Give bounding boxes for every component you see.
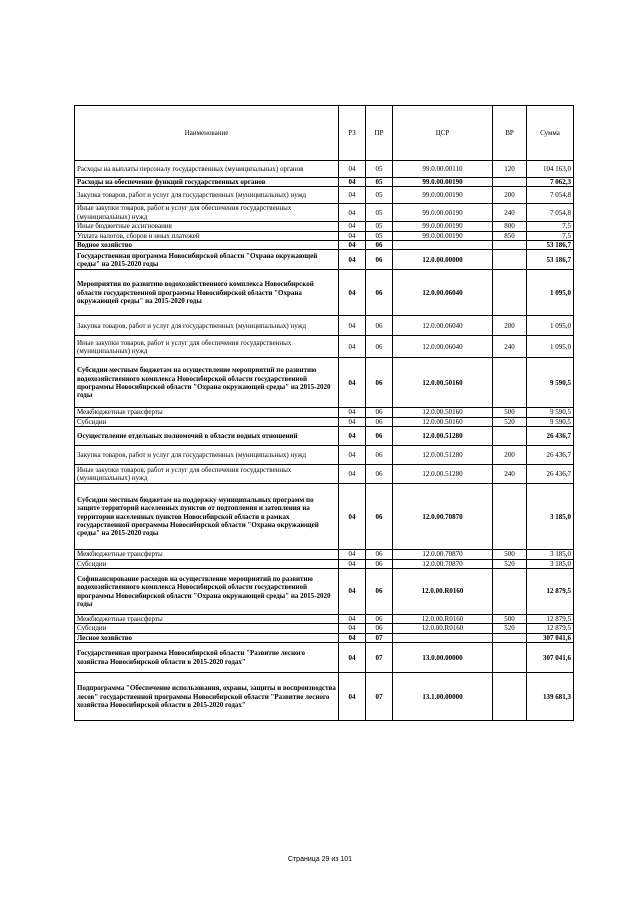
row-rz-cell: 04 [339,427,366,446]
row-sum-cell: 7 062,3 [527,178,574,187]
row-vr-cell: 240 [493,465,527,484]
row-vr-cell [493,633,527,642]
table-row [75,615,574,624]
row-name-cell: Уплата налогов, сборов и иных платежей [75,231,339,240]
row-sum-cell: 7,5 [527,222,574,231]
row-name-cell: Мероприятия по развитию водохозяйственного комплекса Новосибирской области государственной программы Новосибирской области "Охрана окружающей среды" на 2015-2020 годы [75,270,339,316]
page-footer: Страница 29 из 101 [287,856,353,863]
row-rz-cell: 04 [339,178,366,187]
row-pr-cell: 06 [366,316,393,336]
table-body [75,161,574,721]
row-sum-cell: 3 185,0 [527,484,574,550]
row-csr-cell [393,633,493,642]
header-sum: Сумма [527,106,574,161]
row-name-cell: Межбюджетные трансферты [75,615,339,624]
row-sum-cell: 7,5 [527,231,574,240]
row-csr-cell: 12.0.00.00000 [393,250,493,270]
header-pr: ПР [366,106,393,161]
table-row [75,408,574,417]
header-name: Наименование [75,106,339,161]
row-csr-cell: 99.0.00.00110 [393,161,493,178]
row-rz-cell: 04 [339,550,366,559]
table-row [75,427,574,446]
row-pr-cell: 06 [366,550,393,559]
row-sum-cell: 3 185,0 [527,550,574,559]
table-row [75,465,574,484]
row-vr-cell: 520 [493,417,527,426]
row-sum-cell: 26 436,7 [527,427,574,446]
row-pr-cell: 06 [366,427,393,446]
table-row [75,241,574,250]
row-vr-cell [493,270,527,316]
row-rz-cell: 04 [339,673,366,721]
row-pr-cell: 05 [366,231,393,240]
row-csr-cell: 12.0.00.51280 [393,446,493,465]
row-pr-cell: 06 [366,358,393,408]
row-name-cell: Закупка товаров, работ и услуг для государственных (муниципальных) нужд [75,316,339,336]
row-pr-cell: 05 [366,222,393,231]
row-sum-cell: 1 095,0 [527,316,574,336]
row-rz-cell: 04 [339,358,366,408]
row-name-cell: Государственная программа Новосибирской области "Охрана окружающей среды" на 2015-2020 годы [75,250,339,270]
table-row [75,446,574,465]
row-name-cell: Подпрограмма "Обеспечение использования, охраны, защиты и воспроизводства лесов" государственной программы Новосибирской области "Развитие лесного хозяйства Новосибирской области в 2015-2020 годах" [75,673,339,721]
row-vr-cell: 500 [493,550,527,559]
row-sum-cell: 9 590,5 [527,408,574,417]
row-vr-cell: 240 [493,204,527,222]
row-sum-cell: 7 054,8 [527,204,574,222]
row-vr-cell: 500 [493,408,527,417]
row-pr-cell: 06 [366,615,393,624]
row-pr-cell: 06 [366,569,393,615]
row-pr-cell: 06 [366,484,393,550]
row-rz-cell: 04 [339,615,366,624]
row-name-cell: Водное хозяйство [75,241,339,250]
row-sum-cell: 9 590,5 [527,358,574,408]
row-name-cell: Иные закупки товаров, работ и услуг для обеспечения государственных (муниципальных) нужд [75,465,339,484]
row-pr-cell: 06 [366,559,393,568]
row-rz-cell: 04 [339,643,366,673]
row-vr-cell [493,427,527,446]
table-row [75,250,574,270]
header-csr: ЦСР [393,106,493,161]
row-csr-cell: 12.0.00.50160 [393,408,493,417]
row-vr-cell [493,358,527,408]
table-row [75,624,574,633]
row-vr-cell: 200 [493,316,527,336]
row-sum-cell: 26 436,7 [527,446,574,465]
row-pr-cell: 05 [366,204,393,222]
row-name-cell: Осуществление отдельных полномочий в области водных отношений [75,427,339,446]
row-name-cell: Закупка товаров, работ и услуг для государственных (муниципальных) нужд [75,187,339,204]
row-vr-cell: 800 [493,222,527,231]
row-csr-cell: 12.0.00.70870 [393,484,493,550]
table-row [75,270,574,316]
row-name-cell: Расходы на выплаты персоналу государственных (муниципальных) органов [75,161,339,178]
row-csr-cell: 12.0.00.50160 [393,417,493,426]
row-vr-cell [493,484,527,550]
row-vr-cell: 520 [493,624,527,633]
row-csr-cell: 12.0.00.06040 [393,316,493,336]
row-csr-cell: 99.0.00.00190 [393,187,493,204]
row-rz-cell: 04 [339,408,366,417]
row-pr-cell: 05 [366,178,393,187]
row-name-cell: Софинансирование расходов на осуществление мероприятий по развитию водохозяйственного комплекса Новосибирской области государственной программы Новосибирской области "Охрана окружающей среды" на 2015-2020 годы [75,569,339,615]
row-name-cell: Лесное хозяйство [75,633,339,642]
row-name-cell: Государственная программа Новосибирской области "Развитие лесного хозяйства Новосибирской области в 2015-2020 годах" [75,643,339,673]
table-row [75,550,574,559]
row-rz-cell: 04 [339,161,366,178]
row-csr-cell: 12.0.00.06040 [393,336,493,358]
row-vr-cell [493,673,527,721]
row-sum-cell: 104 163,0 [527,161,574,178]
header-vr: ВР [493,106,527,161]
row-sum-cell: 139 681,3 [527,673,574,721]
row-rz-cell: 04 [339,465,366,484]
row-rz-cell: 04 [339,417,366,426]
table-row [75,204,574,222]
row-vr-cell: 850 [493,231,527,240]
row-name-cell: Межбюджетные трансферты [75,550,339,559]
table-row [75,336,574,358]
row-csr-cell: 99.0.00.00190 [393,204,493,222]
row-pr-cell: 06 [366,270,393,316]
row-csr-cell: 99.0.00.00190 [393,231,493,240]
table-row [75,358,574,408]
row-sum-cell: 307 041,6 [527,643,574,673]
row-vr-cell: 120 [493,161,527,178]
row-vr-cell: 500 [493,615,527,624]
row-pr-cell: 07 [366,673,393,721]
row-csr-cell: 12.0.00.R0160 [393,569,493,615]
row-vr-cell: 200 [493,187,527,204]
row-rz-cell: 04 [339,204,366,222]
row-rz-cell: 04 [339,633,366,642]
row-name-cell: Закупка товаров, работ и услуг для государственных (муниципальных) нужд [75,446,339,465]
table-row [75,417,574,426]
row-name-cell: Субсидии [75,624,339,633]
row-vr-cell [493,250,527,270]
row-pr-cell: 06 [366,446,393,465]
budget-table [74,105,574,721]
row-csr-cell: 99.0.00.00190 [393,222,493,231]
row-pr-cell: 06 [366,465,393,484]
row-name-cell: Субсидии местным бюджетам на поддержку муниципальных программ по защите территорий населенных пунктов от подтопления и затопления на территории населенных пунктов Новосибирской области в рамках государственной программы Новосибирской области "Охрана окружающей среды" на 2015-2020 годы [75,484,339,550]
row-csr-cell: 12.0.00.51280 [393,427,493,446]
row-sum-cell: 12 879,5 [527,624,574,633]
row-rz-cell: 04 [339,222,366,231]
row-sum-cell: 3 185,0 [527,559,574,568]
table-row [75,633,574,642]
row-csr-cell [393,241,493,250]
table-row [75,484,574,550]
row-csr-cell: 12.0.00.51280 [393,465,493,484]
row-pr-cell: 06 [366,336,393,358]
table-row [75,316,574,336]
row-rz-cell: 04 [339,241,366,250]
table-row [75,161,574,178]
table-row [75,187,574,204]
table-row [75,559,574,568]
row-rz-cell: 04 [339,316,366,336]
row-sum-cell: 7 054,8 [527,187,574,204]
row-sum-cell: 12 879,5 [527,569,574,615]
table-row [75,231,574,240]
row-pr-cell: 06 [366,250,393,270]
row-name-cell: Иные бюджетные ассигнования [75,222,339,231]
row-rz-cell: 04 [339,559,366,568]
row-pr-cell: 06 [366,241,393,250]
table-row [75,222,574,231]
row-csr-cell: 12.0.00.70870 [393,559,493,568]
header-rz: РЗ [339,106,366,161]
row-rz-cell: 04 [339,270,366,316]
row-csr-cell: 12.0.00.R0160 [393,624,493,633]
table-header-row [75,106,574,161]
row-rz-cell: 04 [339,624,366,633]
row-name-cell: Субсидии [75,417,339,426]
row-vr-cell [493,178,527,187]
row-vr-cell: 240 [493,336,527,358]
row-rz-cell: 04 [339,446,366,465]
row-vr-cell [493,643,527,673]
table-row [75,178,574,187]
row-vr-cell [493,569,527,615]
row-rz-cell: 04 [339,250,366,270]
row-name-cell: Субсидии местным бюджетам на осуществление мероприятий по развитию водохозяйственного комплекса Новосибирской области государственной программы Новосибирской области "Охрана окружающей среды" на 2015-2020 годы [75,358,339,408]
row-sum-cell: 1 095,0 [527,270,574,316]
row-rz-cell: 04 [339,569,366,615]
row-vr-cell: 520 [493,559,527,568]
row-pr-cell: 06 [366,417,393,426]
row-csr-cell: 13.1.00.00000 [393,673,493,721]
row-pr-cell: 07 [366,643,393,673]
row-pr-cell: 06 [366,408,393,417]
table-row [75,643,574,673]
row-sum-cell: 9 590,5 [527,417,574,426]
row-pr-cell: 07 [366,633,393,642]
row-csr-cell: 13.0.00.00000 [393,643,493,673]
row-sum-cell: 53 186,7 [527,250,574,270]
row-sum-cell: 26 436,7 [527,465,574,484]
row-sum-cell: 12 879,5 [527,615,574,624]
row-pr-cell: 06 [366,624,393,633]
row-name-cell: Иные закупки товаров, работ и услуг для обеспечения государственных (муниципальных) нужд [75,336,339,358]
row-csr-cell: 12.0.00.R0160 [393,615,493,624]
row-csr-cell: 12.0.00.70870 [393,550,493,559]
row-pr-cell: 05 [366,161,393,178]
row-csr-cell: 12.0.00.50160 [393,358,493,408]
table-row [75,673,574,721]
row-sum-cell: 1 095,0 [527,336,574,358]
row-rz-cell: 04 [339,336,366,358]
row-vr-cell: 200 [493,446,527,465]
row-rz-cell: 04 [339,187,366,204]
row-name-cell: Межбюджетные трансферты [75,408,339,417]
row-sum-cell: 53 186,7 [527,241,574,250]
row-name-cell: Иные закупки товаров, работ и услуг для обеспечения государственных (муниципальных) нужд [75,204,339,222]
row-pr-cell: 05 [366,187,393,204]
row-sum-cell: 307 041,6 [527,633,574,642]
row-name-cell: Субсидии [75,559,339,568]
table-row [75,569,574,615]
row-rz-cell: 04 [339,231,366,240]
row-name-cell: Расходы на обеспечение функций государственных органов [75,178,339,187]
row-vr-cell [493,241,527,250]
row-rz-cell: 04 [339,484,366,550]
row-csr-cell: 12.0.00.06040 [393,270,493,316]
row-csr-cell: 99.0.00.00190 [393,178,493,187]
